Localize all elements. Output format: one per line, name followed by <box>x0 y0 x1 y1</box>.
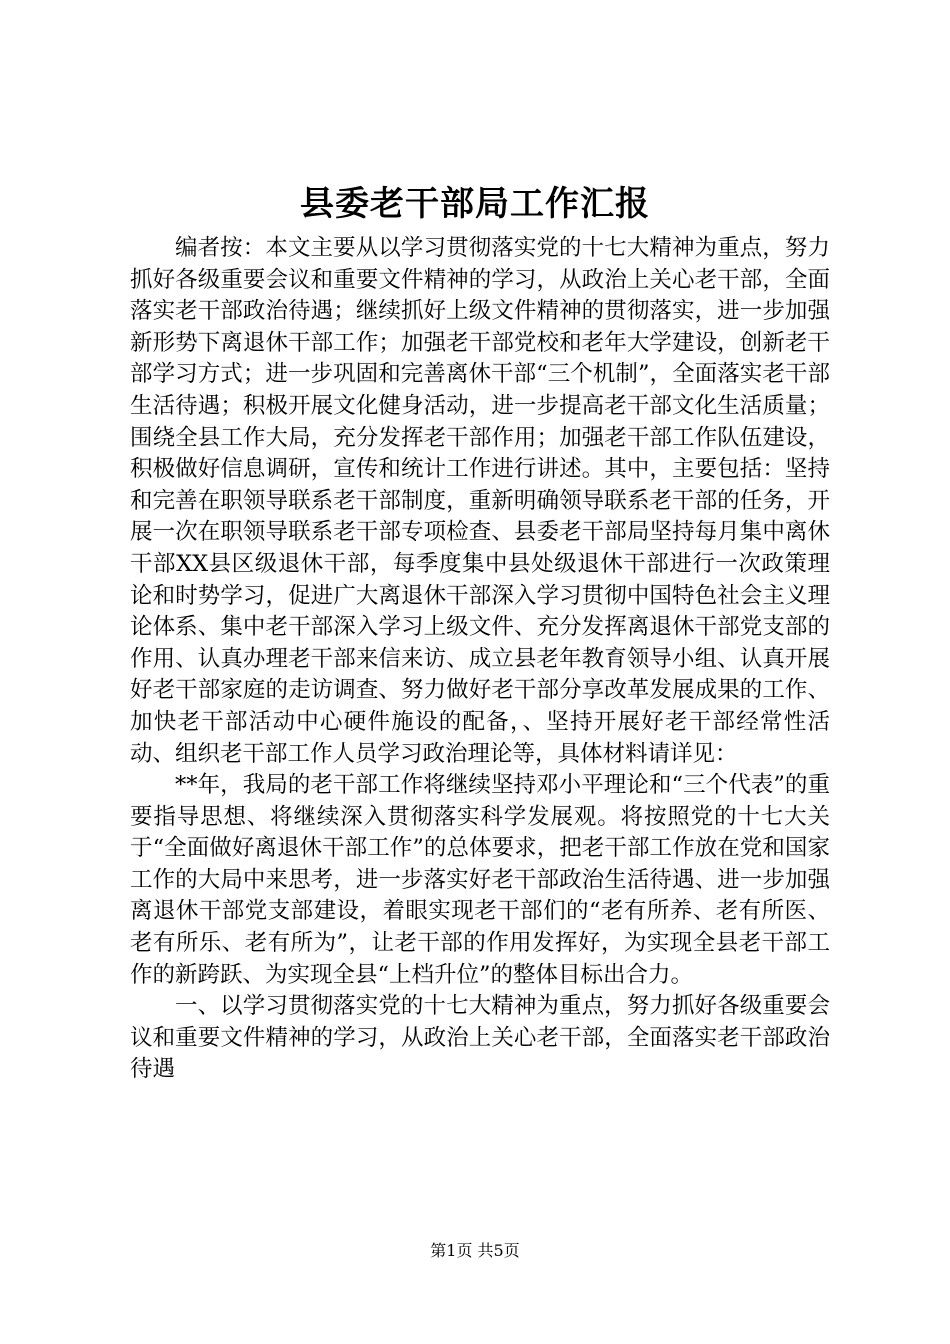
document-title: 县委老干部局工作汇报 <box>300 184 650 224</box>
document-body <box>130 233 830 1086</box>
editor-note-paragraph: 编者按：本文主要从以学习贯彻落实党的十七大精神为重点，努力抓好各级重要会议和重要文件精神的学习，从政治上关心老干部，全面落实老干部政治待遇；继续抓好上级文件精神的贯彻落实，进一步加强新形势下离退休干部工作；加强老干部党校和老年大学建设，创新老干部学习方式；进一步巩固和完善离休干部“三个机制”，全面落实老干部生活待遇；积极开展文化健身活动，进一步提高老干部文化生活质量；围绕全县工作大局，充分发挥老干部作用；加强老干部工作队伍建设，积极做好信息调研，宣传和统计工作进行讲述。其中，主要包括：坚持和完善在职领导联系老干部制度，重新明确领导联系老干部的任务，开展一次在职领导联系老干部专项检查、县委老干部局坚持每月集中离休干部XX县区级退休干部，每季度集中县处级退休干部进行一次政策理论和时势学习，促进广大离退休干部深入学习贯彻中国特色社会主义理论体系、集中老干部深入学习上级文件、充分发挥离退休干部党支部的作用、认真办理老干部来信来访、成立县老年教育领导小组、认真开展好老干部家庭的走访调查、努力做好老干部分享改革发展成果的工作、加快老干部活动中心硬件施设的配备，、坚持开展好老干部经常性活动、组织老干部工作人员学习政治理论等，具体材料请详见： <box>130 235 830 767</box>
section-one-heading-paragraph: 一、以学习贯彻落实党的十七大精神为重点，努力抓好各级重要会议和重要文件精神的学习，从政治上关心老干部，全面落实老干部政治待遇 <box>130 993 830 1083</box>
page-number-footer: 第1页 共5页 <box>430 1241 520 1260</box>
annual-plan-paragraph: **年，我局的老干部工作将继续坚持邓小平理论和“三个代表”的重要指导思想、将继续深入贯彻落实科学发展观。将按照党的十七大关于“全面做好离退休干部工作”的总体要求，把老干部工作放在党和国家工作的大局中来思考，进一步落实好老干部政治生活待遇、进一步加强离退休干部党支部建设，着眼实现老干部们的“老有所养、老有所医、老有所乐、老有所为”，让老干部的作用发挥好，为实现全县老干部工作的新跨跃、为实现全县“上档升位”的整体目标出合力。 <box>130 772 830 988</box>
